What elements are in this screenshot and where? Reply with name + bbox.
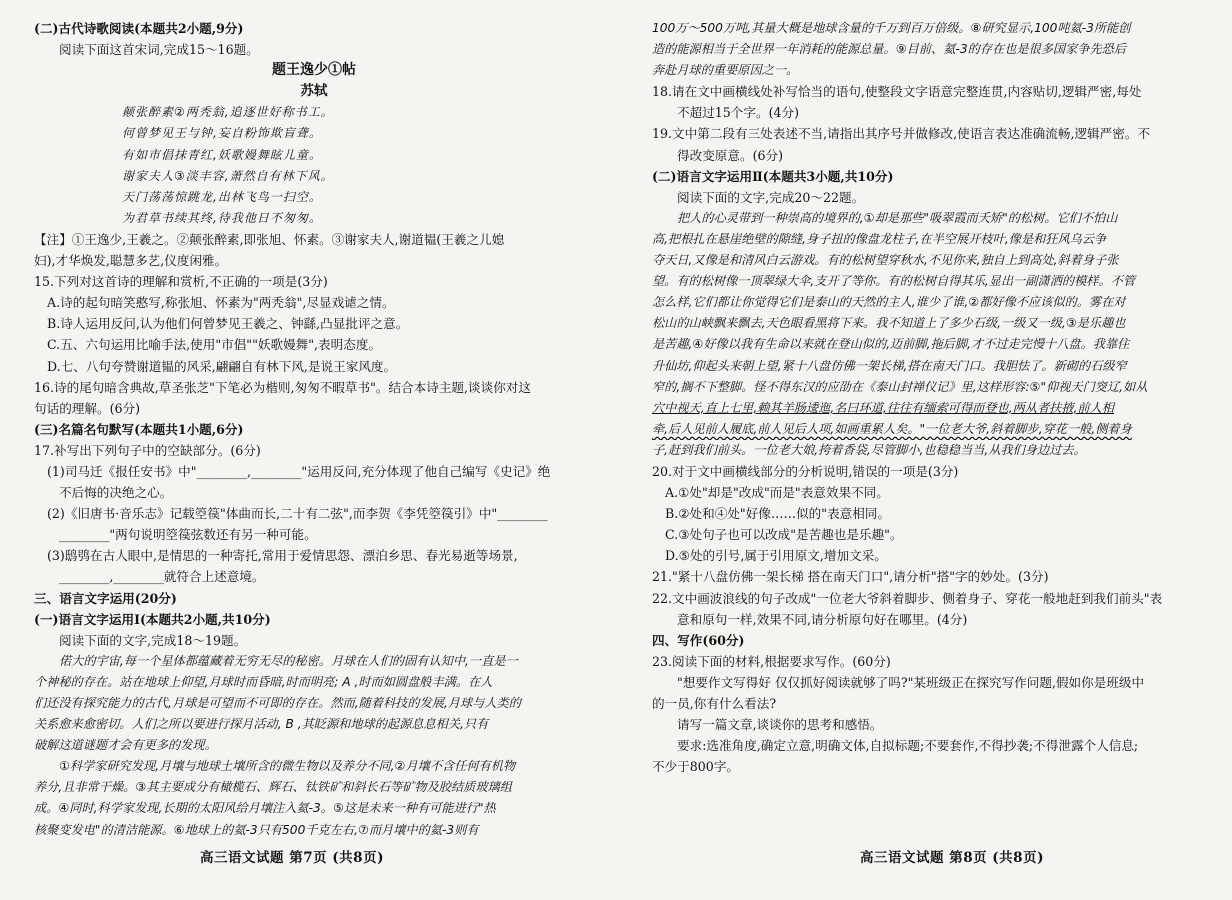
section-heading: 四、写作(60分) [652,632,745,648]
passage-line: ①科学家研究发现,月壤与地球土壤所含的微生物以及养分不同,②月壤不含任何有机物 [59,759,516,774]
passage-line: 高,把根扎在悬崖绝壁的隙缝,身子扭的像盘龙柱子,在半空展开枝叶,像是和狂风乌云争 [652,231,1107,246]
passage-line: 奔赴月球的重要原因之一。 [652,63,799,78]
poem-line: 为君草书续其终,待我他日不匆匆。 [122,210,322,225]
passage-line: 牵,后人见前人履底,前人见后人项,如画重累人矣。"一位老大爷,斜着脚步,穿花一般,侧着身 [652,421,1132,436]
passage-line: 养分,且非常干燥。③其主要成分有橄榄石、辉石、钛铁矿和斜长石等矿物及胶结质玻璃组 [34,780,512,795]
option-a: A.①处"却是"改成"而是"表意效果不同。 [665,485,889,501]
passage-line: 偌大的宇宙,每一个星体都蕴藏着无穷无尽的秘密。月球在人们的固有认知中,一直是一 [59,653,518,668]
option-c: C.③处句子也可以改成"是苦趣也是乐趣"。 [665,527,903,543]
material-line: 请写一篇文章,谈谈你的思考和感悟。 [677,717,883,733]
option-b: B.②处和④处"好像……似的"表意相同。 [665,506,891,522]
question-22: 22.文中画波浪线的句子改成"一位老大爷斜着脚步、侧着身子、穿花一般地赶到我们前头"表 [652,590,1163,606]
poem-line: 何曾梦见王与钟,妄自粉饰欺盲聋。 [122,126,322,141]
passage-line: 子,赶到我们前头。一位老大娘,挎着香袋,尽管脚小,也稳稳当当,从我们身边过去。 [652,442,1086,457]
right-page [652,18,1212,777]
material-line: 不少于800字。 [652,759,740,775]
question-22: 意和原句一样,效果不同,请分析原句好在哪里。(4分) [677,611,968,627]
passage-line: 升仙坊,仰起头来朝上望,紧十八盘仿佛一架长梯,搭在南天门口。我胆怯了。新砌的石级窄 [652,358,1127,373]
passage-line: 核聚变发电"的清洁能源。⑥地球上的氦-3只有500千克左右,⑦而月壤中的氦-3则有 [34,822,479,837]
passage-line: 穴中视天,直上七里,赖其羊肠逶迤,名曰环道,往往有缅索可得而登也,两从者扶掖,前人相 [652,400,1114,415]
instruction: 阅读下面的文字,完成20～22题。 [677,189,865,205]
question-17-item: ________,________就符合上述意境。 [59,569,265,585]
page-footer: 高三语文试题 第7页 (共8页) [200,850,384,866]
poem-title: 题王逸少①帖 [272,62,356,79]
page-footer: 高三语文试题 第8页 (共8页) [860,850,1044,866]
question-19: 得改变原意。(6分) [677,147,783,163]
material-line: 要求:选准角度,确定立意,明确文体,自拟标题;不要套作,不得抄袭;不得泄露个人信息; [677,738,1139,754]
material-line: 的一员,你有什么看法? [652,696,777,711]
poem-line: 颠张醉素②两秃翁,追逐世好称书工。 [122,105,334,120]
question-17-item: (2)《旧唐书·音乐志》记载箜篌"体曲而长,二十有二弦",而李贺《李凭箜篌引》中"________ [47,506,548,522]
passage-line: 把人的心灵带到一种崇高的境界的,①却是那些"吸翠霞而夭矫"的松树。它们不怕山 [677,210,1118,225]
option-d: D.七、八句夸赞谢道韫的风采,翩翩自有林下风,是说王家风度。 [47,358,397,374]
passage-line: 关系愈来愈密切。人们之所以要进行探月活动, B ,其眨源和地球的起源息息相关,只有 [34,717,489,732]
option-b: B.诗人运用反问,认为他们何曾梦见王羲之、钟繇,凸显批评之意。 [47,316,409,332]
question-17-item: ________"两句说明箜篌弦数还有另一种可能。 [59,527,317,543]
passage-line: 是苦趣,④好像以我有生命以来就在登山似的,迈前脚,拖后脚,才不过走完慢十八盘。我靠住 [652,337,1130,352]
question-19: 19.文中第二段有三处表述不当,请指出其序号并做修改,使语言表达准确流畅,逻辑严密。不 [652,126,1151,142]
passage-line: 松山的山峡飘来飘去,天色眼看黑将下来。我不知道上了多少石级,一级又一级,③是乐趣也 [652,316,1126,331]
section-heading: (一)语言文字运用Ⅰ(本题共2小题,共10分) [34,611,271,627]
question-17-item: 不后悔的决绝之心。 [59,485,173,501]
question-17-item: (3)鸱鸮在古人眼中,是情思的一种寄托,常用于爱情思怨、漂泊乡思、春光易逝等场景, [47,548,518,564]
passage-line: 夺天日,又像是和清风白云游戏。有的松树望穿秋水,不见你来,独自上到高处,斜着身子张 [652,253,1119,268]
poem-line: 谢家夫人③淡丰容,萧然自有林下风。 [122,168,334,183]
poem-line: 天门荡荡惊跳龙,出林飞鸟一扫空。 [122,189,322,204]
option-c: C.五、六句运用比喻手法,使用"市倡""妖歌嫚舞",表明态度。 [47,337,382,353]
poem-author: 苏轼 [300,83,328,100]
passage-line: 怎么样,它们都让你觉得它们是泰山的天然的主人,谁少了谁,②都好像不应该似的。雾在对 [652,295,1126,310]
poem-line: 有如市倡抹青红,妖歌嫚舞眩儿童。 [122,147,322,162]
section-heading: (二)古代诗歌阅读(本题共2小题,9分) [34,21,244,36]
question-23: 23.阅读下面的材料,根据要求写作。(60分) [652,653,891,669]
question-17: 17.补写出下列句子中的空缺部分。(6分) [34,442,261,458]
material-line: "想要作文写得好 仅仅抓好阅读就够了吗?"某班级正在探究写作问题,假如你是班级中 [677,674,1145,690]
question-16: 16.诗的尾句暗含典故,草圣张芝"下笔必为楷则,匆匆不暇草书"。结合本诗主题,谈谈你对这 [34,379,531,395]
option-a: A.诗的起句暗笑憨写,称张旭、怀素为"两秃翁",尽显戏谑之情。 [47,295,395,311]
section-heading: (三)名篇名句默写(本题共1小题,6分) [34,421,244,437]
poem-note: 妇),才华焕发,聪慧多艺,仪度闲雅。 [34,253,228,269]
passage-line: 们还没有探究能力的古代,月球是可望而不可即的存在。然而,随着科技的发展,月球与人类的 [34,696,521,710]
question-15: 15.下列对这首诗的理解和赏析,不正确的一项是(3分) [34,274,328,290]
section-heading: 三、语言文字运用(20分) [34,590,177,606]
passage-line: 个神秘的存在。站在地球上仰望,月球时而昏暗,时而明亮; A ,时而如圆盘般丰满。在人 [34,674,493,689]
section-heading: (二)语言文字运用Ⅱ(本题共3小题,共10分) [652,168,894,184]
passage-line: 望。有的松树像一顶翠绿大伞,支开了等你。有的松树自得其乐,显出一副潇洒的模样。不管 [652,274,1136,289]
passage-line: 造的能源相当于全世界一年消耗的能源总量。⑨目前、氦-3的存在也是很多国家争先恐后 [652,42,1127,57]
poem-note: 【注】①王逸少,王羲之。②颠张醉素,即张旭、怀素。③谢家夫人,谢道韫(王羲之儿媳 [34,231,505,247]
question-17-item: (1)司马迁《报任安书》中"________,________"运用反问,充分体现了他自己编写《史记》绝 [47,463,551,479]
instruction: 阅读下面的文字,完成18～19题。 [59,632,247,648]
passage-line: 成。④同时,科学家发现,长期的太阳风给月壤注入氦-3。⑤这是未来一种有可能进行"热 [34,801,496,816]
left-page [34,18,594,841]
question-18: 不超过15个字。(4分) [677,105,800,121]
question-18: 18.请在文中画横线处补写恰当的语句,使整段文字语意完整连贯,内容贴切,逻辑严密,每处 [652,84,1142,100]
passage-line: 窄的,搁不下整脚。怪不得东汉的应劭在《泰山封禅仪记》里,这样形容:⑤"仰视天门窔辽,如从 [652,379,1148,394]
instruction: 阅读下面这首宋词,完成15～16题。 [59,42,259,58]
question-21: 21."紧十八盘仿佛一架长梯 搭在南天门口",请分析"搭"字的妙处。(3分) [652,569,1049,585]
question-20: 20.对于文中画横线部分的分析说明,错误的一项是(3分) [652,463,959,479]
passage-line: 破解这道谜题才会有更多的发现。 [34,738,217,753]
question-16: 句话的理解。(6分) [34,400,140,416]
passage-line: 100万～500万吨,其量大概是地球含量的千万到百万倍级。⑧研究显示,100吨氦-3所能创 [652,21,1131,35]
option-d: D.⑤处的引号,属于引用原文,增加文采。 [665,548,887,564]
